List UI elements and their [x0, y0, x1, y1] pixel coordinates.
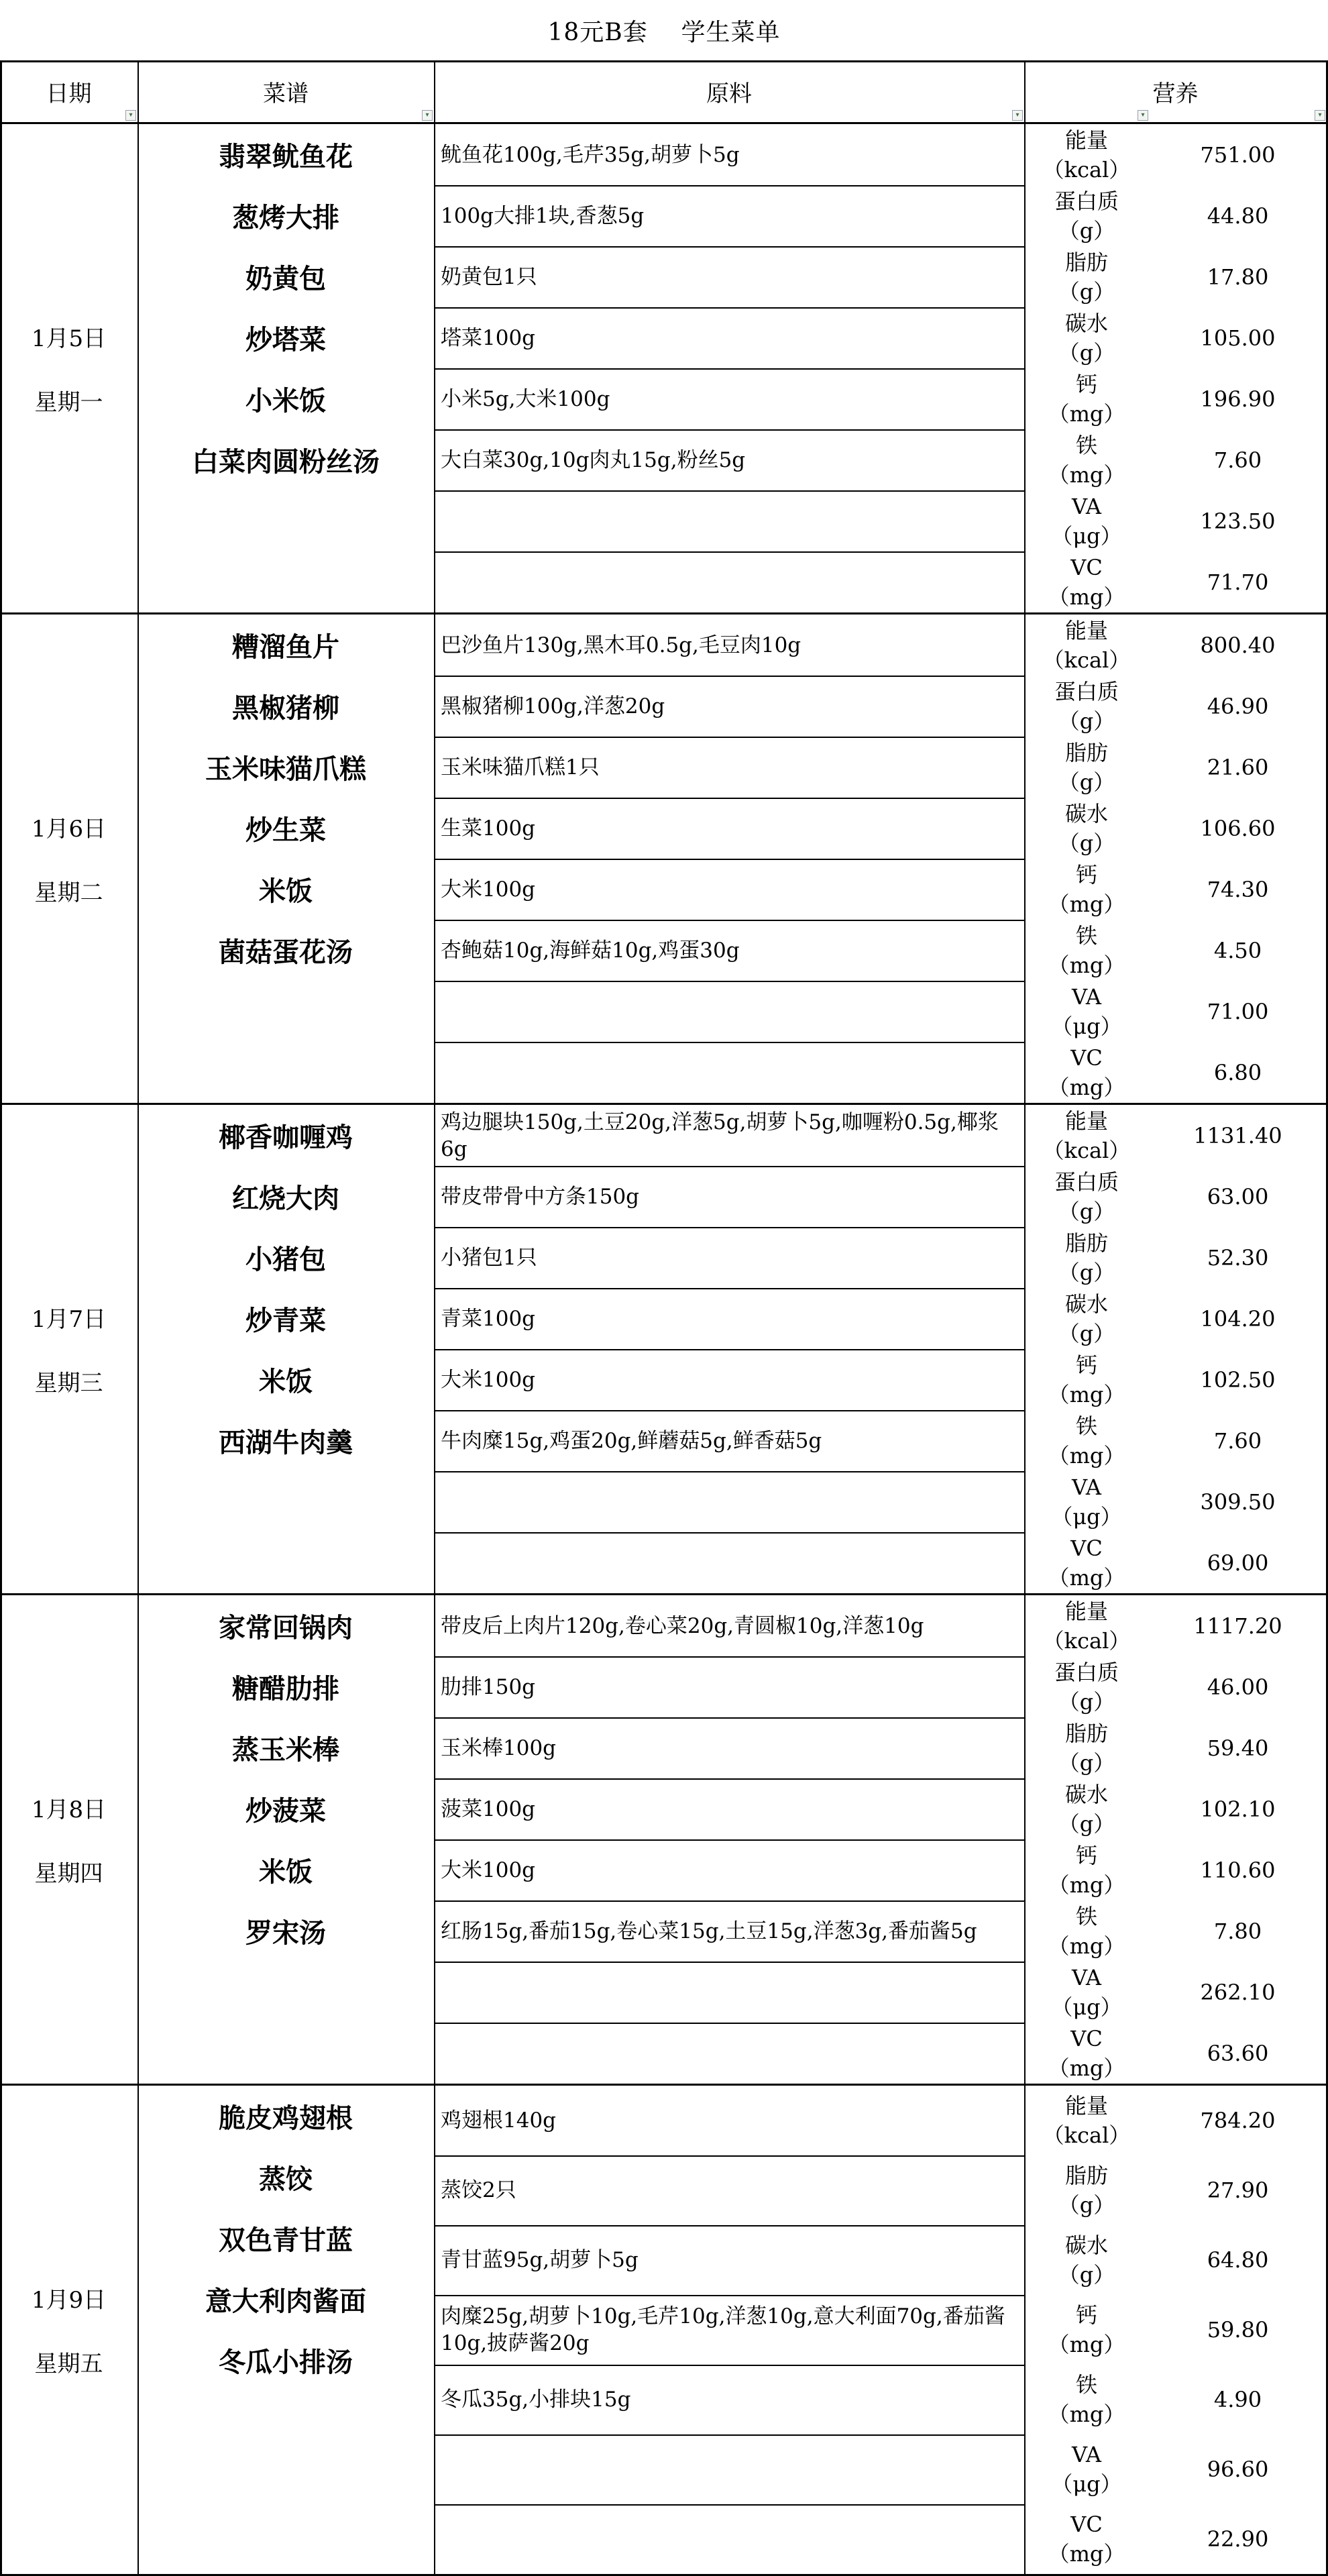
row-divider	[434, 490, 1024, 492]
nutrient-label: VC （mg）	[1048, 1044, 1125, 1100]
row-divider	[434, 1227, 1024, 1228]
dish-name: 小米饭	[245, 385, 326, 417]
nutrient-label: 脂肪 （g）	[1058, 739, 1115, 795]
row-divider	[434, 368, 1024, 370]
row-divider	[434, 307, 1024, 309]
row-divider	[434, 1839, 1024, 1841]
nutrient-value: 59.80	[1207, 2317, 1269, 2343]
day-weekday: 星期一	[34, 389, 103, 416]
dish-name: 玉米味猫爪糕	[205, 753, 366, 785]
nutrient-value: 69.00	[1207, 1550, 1269, 1576]
nutrient-label: 碳水 （g）	[1058, 1781, 1115, 1837]
nutrient-label: 钙 （mg）	[1048, 1352, 1125, 1407]
nutrient-value: 96.60	[1207, 2457, 1269, 2482]
nutrient-value: 123.50	[1200, 508, 1276, 534]
ingredient-cell	[434, 1042, 1024, 1103]
nutrient-value: 7.60	[1213, 1428, 1262, 1454]
nutrient-value: 6.80	[1213, 1059, 1262, 1085]
day-date-cell	[0, 1595, 137, 2084]
nutrient-label: 蛋白质 （g）	[1054, 188, 1119, 244]
filter-dropdown-icon[interactable]: ▾	[1012, 110, 1023, 121]
nutrient-value: 63.60	[1207, 2040, 1269, 2066]
dish-name: 炒青菜	[245, 1305, 326, 1336]
ingredient-cell	[434, 2023, 1024, 2084]
ingredient-cell: 带皮带骨中方条150g	[441, 1184, 640, 1209]
nutrient-label: 碳水 （g）	[1058, 310, 1115, 366]
nutrient-value: 71.00	[1207, 998, 1269, 1024]
nutrient-value: 262.10	[1200, 1979, 1276, 2005]
nutrient-label: VC （mg）	[1048, 2512, 1125, 2567]
ingredient-cell: 蒸饺2只	[441, 2178, 516, 2202]
row-divider	[434, 2504, 1024, 2506]
day-weekday: 星期五	[34, 2351, 103, 2377]
day-weekday: 星期四	[34, 1860, 103, 1887]
nutrient-label: 能量 （kcal）	[1042, 127, 1131, 182]
column-header-nutrition: 营养 ▾	[1024, 60, 1327, 122]
nutrient-value: 21.60	[1207, 754, 1269, 780]
filter-dropdown-icon[interactable]: ▾	[125, 110, 136, 121]
nutrient-value: 74.30	[1207, 876, 1269, 902]
column-divider	[0, 60, 2, 2576]
nutrient-label: 能量 （kcal）	[1042, 1108, 1131, 1163]
row-divider	[434, 551, 1024, 553]
column-header-ingredients: 原料 ▾	[434, 60, 1024, 122]
nutrient-value: 751.00	[1200, 142, 1276, 168]
nutrient-value: 800.40	[1200, 632, 1276, 658]
dish-name: 双色青甘蓝	[219, 2224, 353, 2256]
dish-name: 翡翠鱿鱼花	[219, 141, 353, 172]
day-weekday: 星期三	[34, 1370, 103, 1397]
ingredient-cell	[434, 1962, 1024, 2023]
nutrient-label: 能量 （kcal）	[1042, 617, 1131, 673]
nutrient-label: 铁 （mg）	[1048, 2372, 1125, 2427]
nutrient-value: 110.60	[1200, 1857, 1276, 1883]
nutrient-label: VA （μg）	[1051, 983, 1122, 1039]
dish-name: 糟溜鱼片	[232, 631, 339, 663]
dish-name: 西湖牛肉羹	[219, 1427, 353, 1458]
dish-name: 奶黄包	[245, 263, 326, 294]
nutrient-label: 铁 （mg）	[1048, 1903, 1125, 1959]
nutrient-value: 52.30	[1207, 1244, 1269, 1271]
row-divider	[434, 1656, 1024, 1658]
ingredient-cell: 杏鲍菇10g,海鲜菇10g,鸡蛋30g	[441, 938, 740, 963]
ingredient-cell: 菠菜100g	[441, 1796, 536, 1821]
row-divider	[434, 798, 1024, 799]
day-date: 1月5日	[31, 325, 107, 352]
nutrient-value: 59.40	[1207, 1735, 1269, 1761]
nutrient-value: 106.60	[1200, 815, 1276, 841]
day-date: 1月8日	[31, 1796, 107, 1823]
nutrient-value: 63.00	[1207, 1183, 1269, 1210]
row-divider	[434, 1717, 1024, 1719]
nutrient-label: VA （μg）	[1051, 2442, 1122, 2497]
column-divider	[1024, 60, 1026, 2576]
ingredient-cell: 生菜100g	[441, 816, 536, 841]
row-divider	[434, 1471, 1024, 1472]
nutrient-label: 钙 （mg）	[1048, 371, 1125, 427]
ingredient-cell: 塔菜100g	[441, 325, 536, 350]
dish-name: 小猪包	[245, 1244, 326, 1275]
row-divider	[434, 1778, 1024, 1780]
ingredient-cell: 小米5g,大米100g	[441, 386, 610, 411]
nutrient-label: 蛋白质 （g）	[1054, 678, 1119, 734]
row-divider	[434, 1042, 1024, 1043]
ingredient-cell: 大白菜30g,10g肉丸15g,粉丝5g	[441, 447, 746, 472]
row-divider	[434, 185, 1024, 186]
day-date-cell	[0, 614, 137, 1103]
nutrient-value: 7.80	[1213, 1918, 1262, 1944]
dish-name: 炒菠菜	[245, 1795, 326, 1827]
nutrient-value: 27.90	[1207, 2178, 1269, 2203]
nutrient-value: 46.00	[1207, 1674, 1269, 1700]
filter-dropdown-icon[interactable]: ▾	[1138, 110, 1148, 121]
table-top-border	[0, 60, 1328, 62]
ingredient-cell: 玉米棒100g	[441, 1735, 557, 1760]
ingredient-cell: 青菜100g	[441, 1306, 536, 1331]
ingredient-cell: 肋排150g	[441, 1674, 536, 1699]
ingredient-cell: 带皮后上肉片120g,卷心菜20g,青圆椒10g,洋葱10g	[441, 1613, 924, 1638]
row-divider	[434, 1532, 1024, 1534]
row-divider	[434, 2295, 1024, 2296]
ingredient-cell	[434, 2504, 1024, 2574]
ingredient-cell: 奶黄包1只	[441, 264, 537, 289]
nutrient-value: 22.90	[1207, 2526, 1269, 2552]
row-divider	[434, 1410, 1024, 1411]
dish-name: 冬瓜小排汤	[219, 2347, 353, 2378]
nutrient-label: 脂肪 （g）	[1058, 1230, 1115, 1285]
dish-name: 葱烤大排	[232, 202, 339, 233]
dish-name: 蒸玉米棒	[232, 1734, 339, 1766]
dish-name: 脆皮鸡翅根	[219, 2102, 353, 2134]
day-date: 1月6日	[31, 816, 107, 843]
nutrient-label: 脂肪 （g）	[1058, 1720, 1115, 1776]
nutrient-label: 蛋白质 （g）	[1054, 1659, 1119, 1715]
day-date-cell	[0, 2086, 137, 2574]
row-divider	[434, 1349, 1024, 1350]
filter-dropdown-icon[interactable]: ▾	[422, 110, 433, 121]
nutrient-label: 钙 （mg）	[1048, 2302, 1125, 2357]
row-divider	[434, 859, 1024, 860]
ingredient-cell: 冬瓜35g,小排块15g	[441, 2387, 631, 2412]
ingredient-cell: 巴沙鱼片130g,黑木耳0.5g,毛豆肉10g	[441, 633, 801, 657]
ingredient-cell	[434, 490, 1024, 551]
dish-name: 炒塔菜	[245, 324, 326, 356]
dish-name: 黑椒猪柳	[232, 692, 339, 724]
nutrient-label: VC （mg）	[1048, 554, 1125, 610]
nutrient-label: 铁 （mg）	[1048, 922, 1125, 978]
nutrient-value: 784.20	[1200, 2108, 1276, 2133]
nutrient-value: 17.80	[1207, 264, 1269, 290]
nutrient-value: 1131.40	[1193, 1122, 1282, 1148]
nutrient-label: 铁 （mg）	[1048, 432, 1125, 488]
row-divider	[434, 2023, 1024, 2024]
ingredient-cell	[434, 551, 1024, 612]
nutrient-value: 102.10	[1200, 1796, 1276, 1822]
dish-name: 椰香咖喱鸡	[219, 1122, 353, 1153]
day-date-cell	[0, 1105, 137, 1593]
dish-name: 米饭	[259, 1856, 313, 1888]
dish-name: 白菜肉圆粉丝汤	[192, 446, 380, 478]
nutrient-value: 196.90	[1200, 386, 1276, 412]
nutrient-label: 脂肪 （g）	[1058, 249, 1115, 305]
ingredient-cell: 红肠15g,番茄15g,卷心菜15g,土豆15g,洋葱3g,番茄酱5g	[441, 1919, 977, 1943]
row-divider	[434, 1166, 1024, 1167]
ingredient-cell	[434, 1532, 1024, 1593]
nutrient-value: 104.20	[1200, 1305, 1276, 1332]
nutrient-value: 309.50	[1200, 1489, 1276, 1515]
dish-name: 意大利肉酱面	[205, 2286, 366, 2317]
dish-name: 炒生菜	[245, 814, 326, 846]
nutrient-label: 能量 （kcal）	[1042, 1598, 1131, 1654]
nutrient-label: VC （mg）	[1048, 1535, 1125, 1591]
page-title: 18元B套 学生菜单	[547, 18, 781, 46]
row-divider	[434, 1288, 1024, 1289]
dish-name: 红烧大肉	[232, 1183, 339, 1214]
nutrient-value: 44.80	[1207, 203, 1269, 229]
row-divider	[434, 2225, 1024, 2226]
nutrient-label: VC （mg）	[1048, 2025, 1125, 2081]
nutrient-label: 蛋白质 （g）	[1054, 1169, 1119, 1224]
nutrient-label: 碳水 （g）	[1058, 2233, 1115, 2288]
ingredient-cell: 大米100g	[441, 877, 536, 902]
day-date: 1月9日	[31, 2287, 107, 2314]
row-divider	[434, 2155, 1024, 2157]
ingredient-cell: 大米100g	[441, 1858, 536, 1882]
nutrient-label: VA （μg）	[1051, 493, 1122, 549]
nutrient-label: 碳水 （g）	[1058, 800, 1115, 856]
nutrient-value: 1117.20	[1193, 1613, 1282, 1639]
column-divider	[434, 60, 435, 2576]
ingredient-cell: 牛肉糜15g,鸡蛋20g,鲜蘑菇5g,鲜香菇5g	[441, 1428, 822, 1453]
ingredient-cell: 黑椒猪柳100g,洋葱20g	[441, 694, 665, 718]
row-divider	[434, 737, 1024, 738]
ingredient-cell: 玉米味猫爪糕1只	[441, 755, 600, 780]
ingredient-cell	[434, 981, 1024, 1042]
nutrient-value: 46.90	[1207, 693, 1269, 719]
column-header-date: 日期 ▾	[0, 60, 137, 122]
row-divider	[434, 1900, 1024, 1902]
nutrient-value: 71.70	[1207, 569, 1269, 595]
ingredient-cell: 鸡边腿块150g,土豆20g,洋葱5g,胡萝卜5g,咖喱粉0.5g,椰浆6g	[441, 1110, 999, 1161]
row-divider	[434, 981, 1024, 982]
nutrient-label: 钙 （mg）	[1048, 861, 1125, 917]
nutrient-value: 7.60	[1213, 447, 1262, 473]
nutrient-label: 能量 （kcal）	[1042, 2093, 1131, 2148]
dish-name: 罗宋汤	[245, 1917, 326, 1949]
row-divider	[434, 2434, 1024, 2436]
ingredient-cell	[434, 1471, 1024, 1532]
day-date-cell	[0, 124, 137, 612]
row-divider	[434, 246, 1024, 248]
dish-name: 米饭	[259, 875, 313, 907]
ingredient-cell: 鸡翅根140g	[441, 2108, 557, 2133]
column-divider	[137, 60, 139, 2576]
dish-name: 糖醋肋排	[232, 1673, 339, 1705]
filter-dropdown-icon[interactable]: ▾	[1315, 110, 1325, 121]
row-divider	[434, 429, 1024, 431]
nutrient-label: VA （μg）	[1051, 1474, 1122, 1529]
nutrient-value: 64.80	[1207, 2247, 1269, 2273]
ingredient-cell: 青甘蓝95g,胡萝卜5g	[441, 2248, 639, 2272]
ingredient-cell	[434, 2434, 1024, 2504]
dish-name: 家常回锅肉	[219, 1612, 353, 1644]
nutrient-label: 脂肪 （g）	[1058, 2163, 1115, 2218]
dish-name: 米饭	[259, 1366, 313, 1397]
ingredient-cell: 肉糜25g,胡萝卜10g,毛芹10g,洋葱10g,意大利面70g,番茄酱10g,披萨酱20g	[441, 2304, 1005, 2355]
nutrient-value: 4.90	[1213, 2387, 1262, 2412]
nutrient-label: 碳水 （g）	[1058, 1291, 1115, 1346]
day-date: 1月7日	[31, 1306, 107, 1333]
ingredient-cell: 大米100g	[441, 1367, 536, 1392]
nutrient-value: 102.50	[1200, 1366, 1276, 1393]
column-header-dish: 菜谱 ▾	[137, 60, 434, 122]
ingredient-cell: 100g大排1块,香葱5g	[441, 203, 645, 228]
dish-name: 蒸饺	[259, 2163, 313, 2195]
nutrient-value: 105.00	[1200, 325, 1276, 351]
row-divider	[434, 920, 1024, 921]
nutrient-label: 钙 （mg）	[1048, 1842, 1125, 1898]
day-weekday: 星期二	[34, 879, 103, 906]
row-divider	[434, 676, 1024, 677]
nutrient-value: 4.50	[1213, 937, 1262, 963]
nutrient-label: 铁 （mg）	[1048, 1413, 1125, 1468]
nutrient-label: VA （μg）	[1051, 1964, 1122, 2020]
ingredient-cell: 鱿鱼花100g,毛芹35g,胡萝卜5g	[441, 142, 740, 167]
row-divider	[434, 1962, 1024, 1963]
ingredient-cell: 小猪包1只	[441, 1245, 537, 1270]
dish-name: 菌菇蛋花汤	[219, 936, 353, 968]
row-divider	[434, 2365, 1024, 2366]
